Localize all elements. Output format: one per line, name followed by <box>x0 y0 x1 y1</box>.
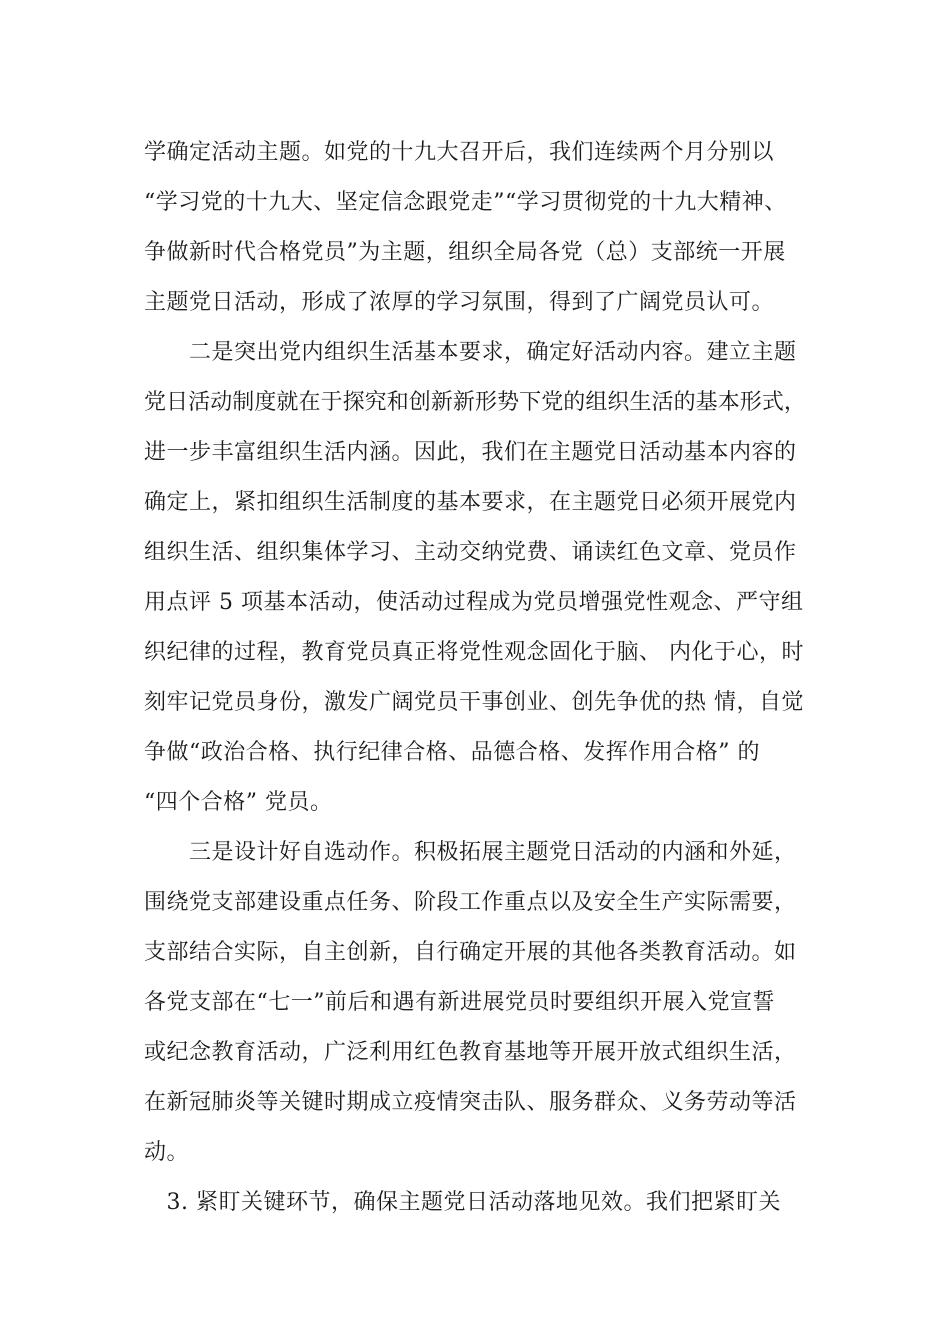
text-line-16: 围绕党支部建设重点任务、阶段工作重点以及安全生产实际需要， <box>144 890 797 915</box>
text-line-5: 二是突出党内组织生活基本要求，确定好活动内容。建立主题 <box>144 340 797 365</box>
text-line-3: 争做新时代合格党员”为主题，组织全局各党（总）支部统一开展 <box>144 240 786 265</box>
text-line-6: 党日活动制度就在于探究和创新新形势下党的组织生活的基本形式， <box>144 390 807 415</box>
text-line-1: 学确定活动主题。如党的十九大召开后，我们连续两个月分别以 <box>144 140 775 165</box>
text-line-18: 各党支部在“七一”前后和遇有新进展党员时要组织开展入党宣誓 <box>144 990 775 1015</box>
text-line-12: 刻牢记党员身份，激发广阔党员干事创业、创先争优的热 情，自觉 <box>144 690 804 715</box>
text-line-9: 组织生活、组织集体学习、主动交纳党费、诵读红色文章、党员作 <box>144 540 797 565</box>
text-line-8: 确定上，紧扣组织生活制度的基本要求，在主题党日必须开展党内 <box>144 490 797 515</box>
text-line-4: 主题党日活动，形成了浓厚的学习氛围，得到了广阔党员认可。 <box>144 290 775 315</box>
text-line-13: 争做“政治合格、执行纪律合格、品德合格、发挥作用合格” 的 <box>144 740 760 765</box>
text-line-10: 用点评 5 项基本活动，使活动过程成为党员增强党性观念、严守组 <box>144 590 804 615</box>
text-line-7: 进一步丰富组织生活内涵。因此，我们在主题党日活动基本内容的 <box>144 440 797 465</box>
text-line-20: 在新冠肺炎等关键时期成立疫情突击队、服务群众、义务劳动等活 <box>144 1090 797 1115</box>
text-line-2: “学习党的十九大、坚定信念跟党走”“学习贯彻党的十九大精神、 <box>144 190 787 215</box>
text-line-19: 或纪念教育活动，广泛利用红色教育基地等开展开放式组织生活， <box>144 1040 797 1065</box>
text-line-11: 织纪律的过程，教育党员真正将党性观念固化于脑、 内化于心，时 <box>144 640 804 665</box>
text-line-22: 3. 紧盯关键环节，确保主题党日活动落地见效。我们把紧盯关 <box>144 1190 781 1215</box>
text-line-21: 动。 <box>144 1140 190 1165</box>
text-line-15: 三是设计好自选动作。积极拓展主题党日活动的内涵和外延， <box>144 840 797 865</box>
text-line-14: “四个合格” 党员。 <box>144 790 333 815</box>
text-line-17: 支部结合实际，自主创新，自行确定开展的其他各类教育活动。如 <box>144 940 797 965</box>
